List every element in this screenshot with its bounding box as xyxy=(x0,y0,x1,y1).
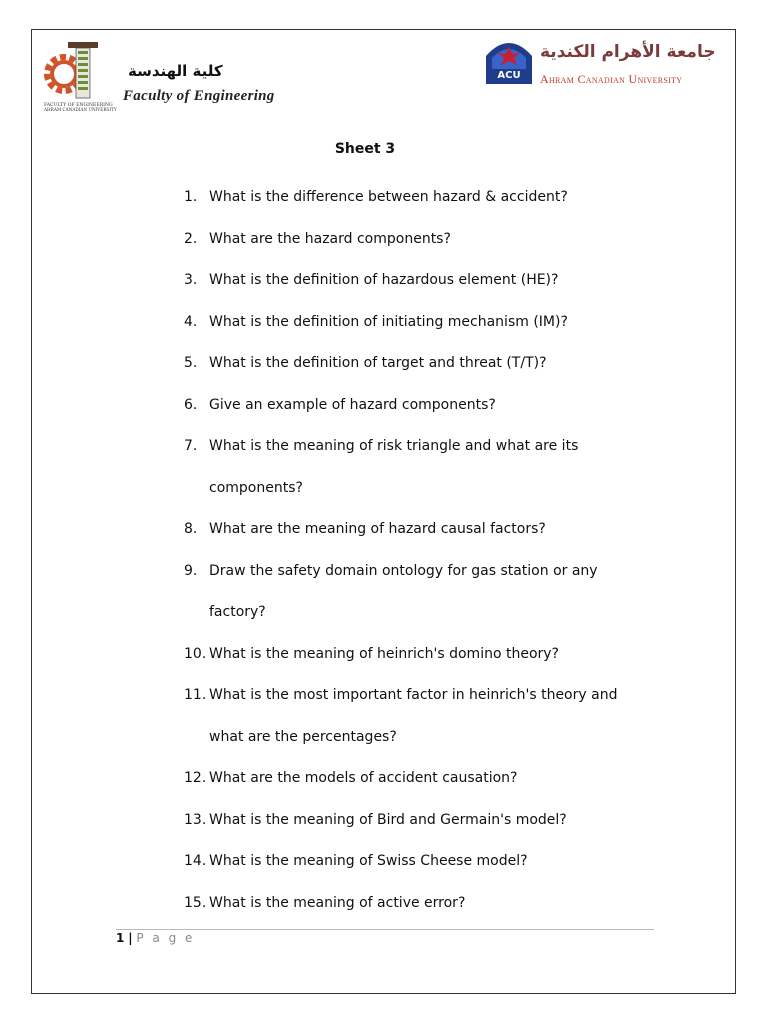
page-number: 1 xyxy=(116,931,125,945)
question-item: 3. What is the definition of hazardous element (HE)? xyxy=(184,272,559,288)
faculty-name-english: Faculty of Engineering xyxy=(123,88,275,104)
footer-divider xyxy=(116,929,654,930)
university-name-english: Ahram Canadian University xyxy=(540,72,683,86)
page-border xyxy=(31,29,736,994)
sheet-title: Sheet 3 xyxy=(334,141,396,157)
svg-text:FACULTY OF ENGINEERING: FACULTY OF ENGINEERING xyxy=(44,103,113,108)
question-item: 15. What is the meaning of active error? xyxy=(184,894,466,911)
question-item: 2. What are the hazard components? xyxy=(184,230,451,247)
university-name-arabic: جامعة الأهرام الكندية xyxy=(540,42,716,62)
question-item: 14. What is the meaning of Swiss Cheese model? xyxy=(184,853,528,869)
question-item: 9. Draw the safety domain ontology for gas station or any factory? xyxy=(184,562,598,620)
question-item: 6. Give an example of hazard components? xyxy=(184,396,496,413)
page-footer xyxy=(116,931,195,945)
svg-text:AHRAM CANADIAN UNIVERSITY: AHRAM CANADIAN UNIVERSITY xyxy=(44,107,117,112)
question-item: 4. What is the definition of initiating mechanism (IM)? xyxy=(184,313,568,330)
question-item: 10. What is the meaning of heinrich's domino theory? xyxy=(184,645,559,662)
question-item: 5. What is the definition of target and threat (T/T)? xyxy=(184,355,547,371)
faculty-name-arabic: كلية الهندسة xyxy=(128,62,223,80)
question-item: 11. What is the most important factor in heinrich's theory and what are the percentages? xyxy=(184,687,618,745)
university-logo xyxy=(484,36,534,86)
question-item: 7. What is the meaning of risk triangle and what are its components? xyxy=(184,438,579,496)
question-item: 1. What is the difference between hazard & accident? xyxy=(184,189,568,205)
question-item: 13. What is the meaning of Bird and Germain's model? xyxy=(184,811,567,828)
svg-text:ACU: ACU xyxy=(497,70,521,81)
page-word: P a g e xyxy=(136,931,195,945)
question-item: 8. What are the meaning of hazard causal factors? xyxy=(184,521,546,537)
faculty-logo xyxy=(42,40,126,112)
question-item: 12. What are the models of accident causation? xyxy=(184,770,518,786)
footer-separator: | xyxy=(128,931,133,945)
